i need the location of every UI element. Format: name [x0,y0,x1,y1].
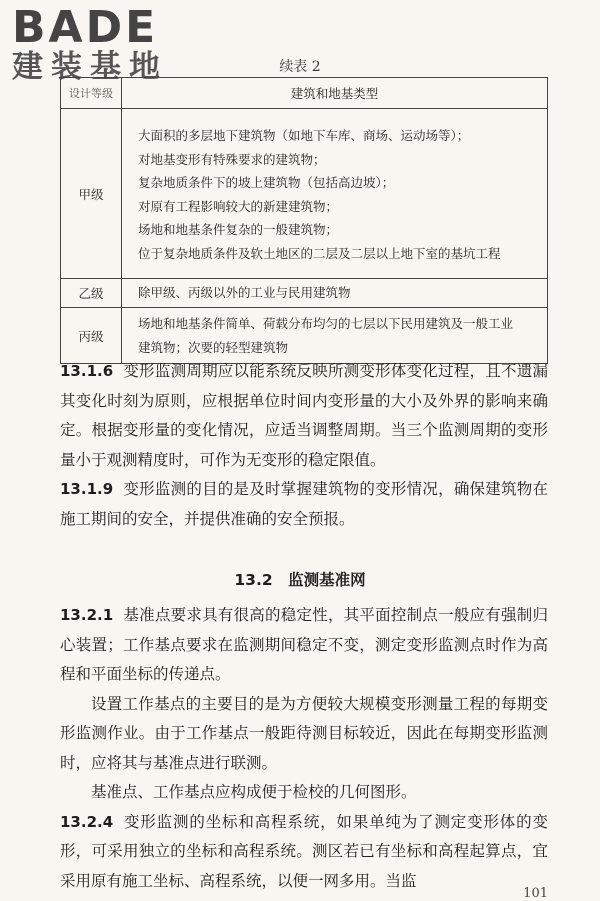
building-type-item: 场地和地基条件复杂的一般建筑物； [138,222,339,237]
grade-cell: 甲级 [61,109,122,279]
watermark-subtitle: 建装基地 [12,49,168,85]
clause-number: 13.1.9 [60,480,114,498]
table-header-row [61,78,548,109]
building-type-item: 场地和地基条件简单、荷载分布均匀的七层以下民用建筑及一般工业 [138,315,514,331]
design-grade-table [60,77,548,364]
body-text-bottom [60,601,548,896]
section-heading: 13.2 监测基准网 [234,571,366,589]
grade-cell: 乙级 [61,279,122,308]
building-types-cell [122,109,548,279]
clause-13-1-6 [60,357,548,475]
clause-text: 变形监测的坐标和高程系统，如果单纯为了测定变形体的变形，可采用独立的坐标和高程系统。测区若已有坐标和高程起算点，宜采用原有施工坐标、高程系统，以便一网多用。当监 [60,812,548,890]
table-row [61,308,548,364]
table-row [61,109,548,279]
clause-number: 13.2.1 [60,606,114,624]
paragraph: 设置工作基点的主要目的是为方便较大规模变形测量工程的每期变形监测作业。由于工作基点一般距待测目标较近，因此在每期变形监测时，应将其与基准点进行联测。 [60,694,548,772]
header-building-type: 建筑和地基类型 [122,78,548,109]
clause-13-2-4 [60,808,548,897]
building-type-item: 位于复杂地质条件及软土地区的二层及二层以上地下室的基坑工程 [138,245,501,261]
building-type-item: 对原有工程影响较大的新建建筑物； [138,198,339,214]
building-type-item: 建筑物；次要的轻型建筑物 [138,339,289,355]
clause-text: 变形监测周期应以能系统反映所测变形体变化过程，且不遗漏其变化时刻为原则，应根据单位时间内变形量的大小及外界的影响来确定。根据变形量的变化情况，应适当调整周期。当三个监测周期的变形量小于观测精度时，可作为无变形的稳定限值。 [60,362,548,469]
table-caption: 续表 2 [279,59,321,75]
building-types-cell [122,279,548,308]
table-row [61,279,548,308]
clause-text: 基准点要求具有很高的稳定性，其平面控制点一般应有强制归心装置；工作基点要求在监测期间稳定不变，测定变形监测点时作为高程和平面坐标的传递点。 [60,606,548,683]
building-type-item: 复杂地质条件下的坡上建筑物（包括高边坡）； [138,175,395,190]
clause-text: 变形监测的目的是及时掌握建筑物的变形情况，确保建筑物在施工期间的安全，并提供准确的安全预报。 [60,480,548,528]
paragraph: 基准点、工作基点应构成便于检校的几何图形。 [91,783,417,801]
watermark-brand: BADE [12,2,159,53]
grade-cell: 丙级 [61,308,122,364]
building-type-item: 对地基变形有特殊要求的建筑物； [138,151,326,167]
building-type-item: 大面积的多层地下建筑物（如地下车库、商场、运动场等）； [138,128,470,143]
clause-13-2-1 [60,601,548,690]
building-types-cell [122,308,548,364]
clause-number: 13.1.6 [60,362,114,380]
building-type-item: 除甲级、丙级以外的工业与民用建筑物 [138,285,351,300]
body-text-top [60,357,548,534]
header-design-grade: 设计等级 [61,78,122,109]
page-number: 101 [523,886,548,901]
clause-13-1-9 [60,475,548,534]
clause-number: 13.2.4 [60,812,114,831]
